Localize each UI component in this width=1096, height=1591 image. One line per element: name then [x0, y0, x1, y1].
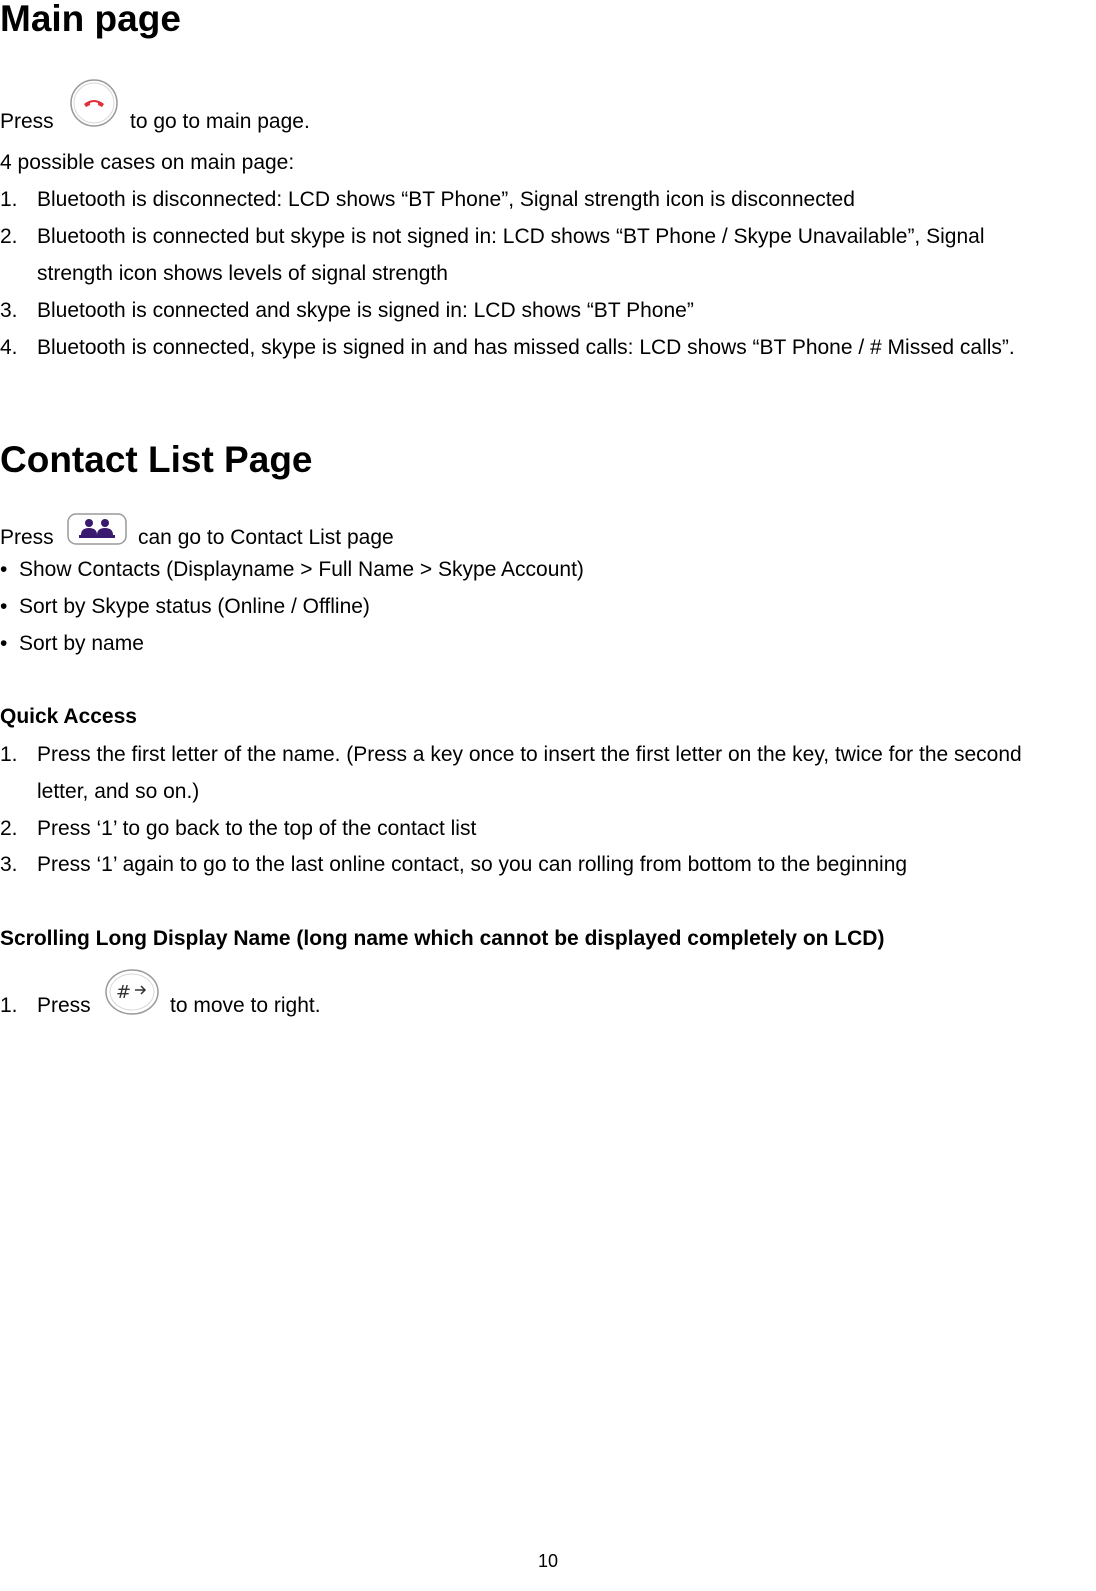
case-text: Bluetooth is connected and skype is signed in: LCD shows “BT Phone” — [37, 299, 694, 322]
scrolling-suffix: to move to right. — [170, 994, 321, 1017]
case-text-continued: strength icon shows levels of signal strength — [37, 262, 448, 285]
quick-access-number: 2. — [0, 817, 18, 840]
contact-list-heading: Contact List Page — [0, 439, 313, 480]
page-number: 10 — [537, 1551, 559, 1571]
case-number: 3. — [0, 299, 18, 322]
main-press-label: Press — [0, 110, 54, 133]
quick-access-number: 1. — [0, 743, 18, 766]
case-text: Bluetooth is connected, skype is signed in and has missed calls: LCD shows “BT Phone / # Missed calls”. — [37, 336, 1015, 359]
quick-access-text: Press ‘1’ again to go to the last online contact, so you can rolling from bottom to the beginning — [37, 853, 908, 876]
quick-access-number: 3. — [0, 853, 18, 876]
main-page-heading: Main page — [0, 0, 181, 39]
scrolling-number: 1. — [0, 994, 18, 1017]
contacts-bullet-item: Sort by name — [19, 632, 144, 655]
hash-right-icon — [104, 968, 160, 1016]
end-call-icon — [68, 78, 120, 130]
bullet-marker: • — [0, 558, 8, 581]
scrolling-heading: Scrolling Long Display Name (long name which cannot be displayed completely on LCD) — [0, 927, 885, 950]
bullet-marker: • — [0, 595, 8, 618]
quick-access-text: Press the first letter of the name. (Press a key once to insert the first letter on the key, twice for the second — [37, 743, 1022, 766]
contacts-press-suffix: can go to Contact List page — [138, 526, 394, 549]
cases-intro: 4 possible cases on main page: — [0, 151, 295, 174]
case-text: Bluetooth is connected but skype is not signed in: LCD shows “BT Phone / Skype Unavailable”, Signal — [37, 225, 985, 248]
quick-access-heading: Quick Access — [0, 705, 137, 728]
contacts-bullet-item: Show Contacts (Displayname > Full Name > Skype Account) — [19, 558, 584, 581]
contacts-icon — [67, 513, 127, 545]
svg-text:#: # — [116, 982, 132, 1003]
scrolling-press-label: Press — [37, 994, 91, 1017]
case-number: 2. — [0, 225, 18, 248]
contacts-bullet-item: Sort by Skype status (Online / Offline) — [19, 595, 370, 618]
case-text: Bluetooth is disconnected: LCD shows “BT Phone”, Signal strength icon is disconnected — [37, 188, 855, 211]
case-number: 4. — [0, 336, 18, 359]
bullet-marker: • — [0, 632, 8, 655]
contacts-press-label: Press — [0, 526, 54, 549]
case-number: 1. — [0, 188, 18, 211]
quick-access-text: Press ‘1’ to go back to the top of the contact list — [37, 817, 477, 840]
main-press-suffix: to go to main page. — [130, 110, 310, 133]
quick-access-text-continued: letter, and so on.) — [37, 780, 200, 803]
